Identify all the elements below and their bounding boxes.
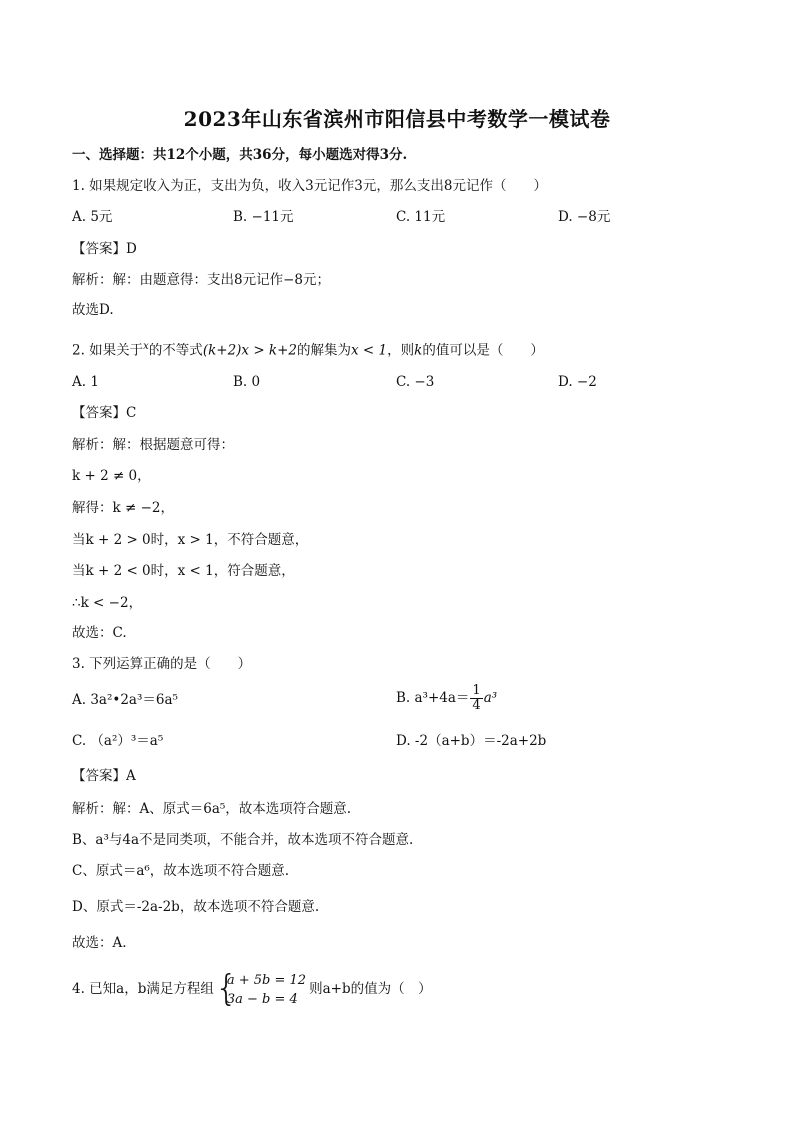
q3-analysis-2: B、a³与4a不是同类项，不能合并，故本选项不符合题意. (72, 832, 414, 848)
q1-option-d: D. −8元 (558, 209, 611, 225)
q1-stem: 1. 如果规定收入为正，支出为负，收入3元记作3元，那么支出8元记作（ ） (72, 178, 547, 194)
q3-option-b (396, 680, 497, 716)
q4-equation-2: 3a − b = 4 (226, 991, 298, 1007)
page-title: 2023年山东省滨州市阳信县中考数学一模试卷 (183, 107, 611, 131)
q3-option-a: A. 3a²•2a³＝6a⁵ (72, 692, 178, 708)
q2-analysis-6: ∴k < −2， (72, 595, 143, 611)
q1-option-c: C. 11元 (396, 209, 446, 225)
q3-option-d: D. -2（a+b）＝-2a+2b (396, 733, 547, 749)
q3-option-b-prefix: B. a³+4a＝ (396, 690, 470, 706)
q2-stem-part: 2. 如果关于 (72, 342, 144, 359)
fraction-numerator: 1 (472, 683, 481, 698)
q2-var-x: x (143, 341, 149, 352)
q2-option-a: A. 1 (72, 374, 99, 390)
q4-stem-suffix: 则a+b的值为（ ） (309, 981, 432, 997)
q4-stem-prefix: 4. 已知a，b满足方程组 (72, 981, 214, 997)
q2-analysis-7: 故选：C. (72, 625, 127, 641)
q3-analysis-3: C、原式＝a⁶，故本选项不符合题意. (72, 863, 290, 879)
q2-option-d: D. −2 (558, 374, 597, 390)
q1-answer: 【答案】D (72, 241, 137, 257)
q2-solution-set: x < 1 (351, 342, 388, 359)
q2-stem-part: 的不等式 (148, 342, 203, 359)
section-heading: 一、选择题：共12个小题，共36分，每小题选对得3分. (72, 147, 408, 163)
q4-stem (72, 967, 432, 1011)
q3-analysis-1: 解析：解：A、原式＝6a⁵，故本选项符合题意. (72, 801, 352, 817)
q2-inequality: (k+2)x > k+2 (202, 342, 298, 359)
q2-stem-part: 的值可以是（ ） (422, 342, 544, 359)
q2-analysis-5: 当k + 2 < 0时，x < 1，符合题意， (72, 563, 295, 579)
q3-option-b-suffix: a³ (483, 690, 498, 706)
q2-analysis-2: k + 2 ≠ 0， (72, 468, 151, 484)
q2-analysis-3: 解得：k ≠ −2， (72, 500, 174, 516)
q2-stem (72, 337, 544, 361)
q3-stem: 3. 下列运算正确的是（ ） (72, 656, 252, 672)
q3-analysis-5: 故选：A. (72, 935, 127, 951)
q2-stem-part: 的解集为 (297, 342, 352, 359)
q3-analysis-4: D、原式＝-2a-2b，故本选项不符合题意. (72, 899, 320, 915)
q4-equation-1: a + 5b = 12 (226, 972, 307, 988)
fraction-denominator: 4 (472, 698, 481, 713)
q4-equation-system (214, 967, 307, 1009)
q2-var-k: k (414, 342, 423, 359)
q2-answer: 【答案】C (72, 405, 137, 421)
q3-answer: 【答案】A (72, 768, 136, 784)
q2-analysis-1: 解析：解：根据题意可得： (72, 437, 234, 453)
q2-option-b: B. 0 (233, 374, 261, 390)
q1-option-b: B. −11元 (233, 209, 294, 225)
q1-analysis-1: 解析：解：由题意得：支出8元记作−8元； (72, 272, 330, 288)
q1-analysis-2: 故选D. (72, 302, 114, 318)
q3-option-b-fraction (470, 684, 482, 713)
q3-option-c: C. （a²）³＝a⁵ (72, 733, 164, 749)
q2-option-c: C. −3 (396, 374, 435, 390)
brace-icon: { (214, 967, 238, 1009)
q2-analysis-4: 当k + 2 > 0时，x > 1，不符合题意， (72, 532, 309, 548)
q2-stem-part: ，则 (387, 342, 415, 359)
q1-option-a: A. 5元 (72, 209, 113, 225)
